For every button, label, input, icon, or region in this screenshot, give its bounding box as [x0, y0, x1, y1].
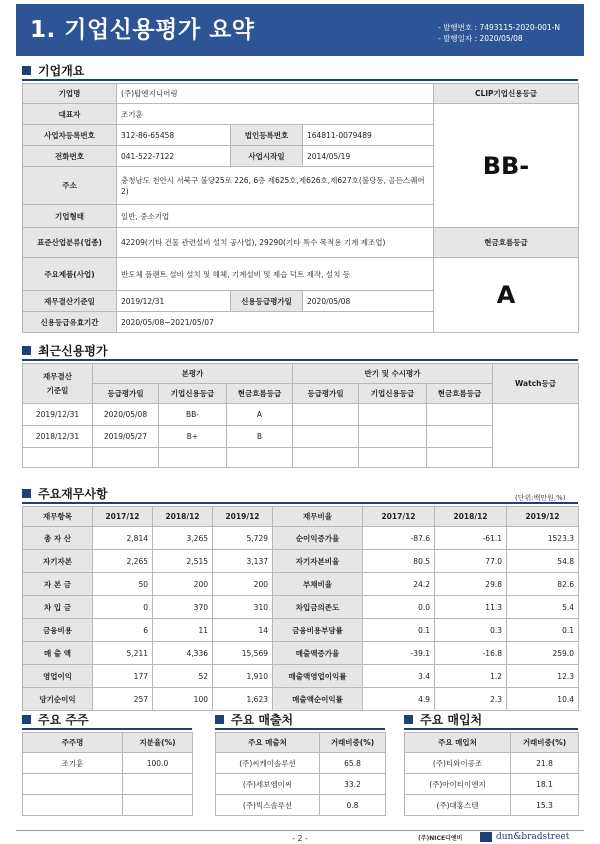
- finance-value: 6: [93, 619, 153, 642]
- customers-table: [215, 732, 386, 816]
- grade-date-value: 2020/05/08: [303, 291, 434, 312]
- finance-value: 177: [93, 665, 153, 688]
- table-row: [23, 573, 579, 596]
- nice-logo: (주)NICE디앤비: [418, 835, 463, 842]
- finance-value: 257: [93, 688, 153, 711]
- ratio-header: 재무비율: [273, 507, 363, 527]
- customer-share: 0.8: [320, 795, 386, 816]
- ratio-value: 29.8: [435, 573, 507, 596]
- ratio-item-label: 매출액증가율: [273, 642, 363, 665]
- recent-rating-table: [22, 363, 579, 468]
- ratio-item-label: 매출액영업이익률: [273, 665, 363, 688]
- credit-grade-cell: BB-: [159, 404, 227, 426]
- empty-cell: [359, 448, 427, 468]
- table-row: [23, 688, 579, 711]
- cash-grade-header: 현금흐름등급: [427, 384, 493, 404]
- section-title-recent: 최근신용평가: [22, 342, 108, 359]
- product-label: 주요제품(사업): [23, 258, 117, 291]
- section-title-finance: 주요재무사항: [22, 485, 108, 502]
- finance-item-label: 금융비용: [23, 619, 93, 642]
- ratio-value: 82.6: [507, 573, 579, 596]
- item-header: 재무항목: [23, 507, 93, 527]
- ratio-value: 1.2: [435, 665, 507, 688]
- finance-item-label: 자기자본: [23, 550, 93, 573]
- ratio-value: -87.6: [363, 527, 435, 550]
- section-rule: [215, 728, 385, 730]
- ratio-item-label: 자기자본비율: [273, 550, 363, 573]
- finance-item-label: 당기순이익: [23, 688, 93, 711]
- watch-grade-cell: [493, 404, 579, 468]
- finance-table: [22, 506, 579, 711]
- table-row: [23, 753, 193, 774]
- dnb-logo: dun&bradstreet: [496, 832, 570, 842]
- table-row: [23, 795, 193, 816]
- finance-value: 50: [93, 573, 153, 596]
- industry-label: 표준산업분류(업종): [23, 228, 117, 258]
- ratio-value: 0.1: [507, 619, 579, 642]
- ceo-value: 조기훈: [117, 104, 434, 125]
- ratio-value: 3.4: [363, 665, 435, 688]
- empty-cell: [23, 774, 123, 795]
- customer-share: 65.8: [320, 753, 386, 774]
- customer-name-header: 주요 매출처: [216, 733, 320, 753]
- empty-cell: [23, 795, 123, 816]
- ratio-value: 1523.3: [507, 527, 579, 550]
- finance-value: 5,211: [93, 642, 153, 665]
- overview-table: [22, 83, 579, 333]
- finance-value: 2,814: [93, 527, 153, 550]
- corp-no-value: 164811-0079489: [303, 125, 434, 146]
- eval-date-cell: 2019/05/27: [93, 426, 159, 448]
- customer-name: (주)빅스솔루션: [216, 795, 320, 816]
- empty-cell: [227, 448, 293, 468]
- finance-value: 370: [153, 596, 213, 619]
- empty-cell: [427, 404, 493, 426]
- finance-item-label: 총 자 산: [23, 527, 93, 550]
- finance-value: 2,265: [93, 550, 153, 573]
- empty-cell: [159, 448, 227, 468]
- share-header: 지분율(%): [123, 733, 193, 753]
- clip-grade-label: CLIP기업신용등급: [434, 84, 579, 104]
- customer-name: (주)씨케이솔루션: [216, 753, 320, 774]
- section-square-icon: [404, 715, 413, 724]
- finance-value: 1,623: [213, 688, 273, 711]
- start-date-value: 2014/05/19: [303, 146, 434, 167]
- empty-cell: [123, 795, 193, 816]
- finance-item-label: 자 본 금: [23, 573, 93, 596]
- supplier-name: (주)티와이공조: [405, 753, 511, 774]
- company-name-label: 기업명: [23, 84, 117, 104]
- finance-value: 100: [153, 688, 213, 711]
- empty-cell: [93, 448, 159, 468]
- table-row: [23, 550, 579, 573]
- fs-date-label: 재무결산기준일: [23, 291, 117, 312]
- finance-value: 1,910: [213, 665, 273, 688]
- phone-value: 041-522-7122: [117, 146, 231, 167]
- grade-date-label: 신용등급평가일: [231, 291, 303, 312]
- finance-value: 3,137: [213, 550, 273, 573]
- supplier-share-header: 거래비중(%): [511, 733, 579, 753]
- empty-cell: [427, 448, 493, 468]
- supplier-name: (주)대홍스텐: [405, 795, 511, 816]
- header-meta: [438, 22, 560, 44]
- fs-date-value: 2019/12/31: [117, 291, 231, 312]
- section-rule: [404, 728, 578, 730]
- section-square-icon: [215, 715, 224, 724]
- finance-item-label: 차 입 금: [23, 596, 93, 619]
- company-type-value: 일반, 중소기업: [117, 205, 434, 228]
- ratio-value: 12.3: [507, 665, 579, 688]
- supplier-name: (주)아이티이엔지: [405, 774, 511, 795]
- supplier-share: 18.1: [511, 774, 579, 795]
- share-value: 100.0: [123, 753, 193, 774]
- finance-value: 3,265: [153, 527, 213, 550]
- valid-period-label: 신용등급유효기간: [23, 312, 117, 333]
- watch-grade-header: Watch등급: [493, 364, 579, 404]
- table-row: [23, 527, 579, 550]
- table-row: [216, 774, 386, 795]
- credit-grade-header: 기업신용등급: [159, 384, 227, 404]
- ratio-value: 24.2: [363, 573, 435, 596]
- eval-date-header: 등급평가일: [93, 384, 159, 404]
- section-rule: [22, 359, 578, 361]
- valid-period-value: 2020/05/08~2021/05/07: [117, 312, 434, 333]
- page-title: 1. 기업신용평가 요약: [30, 17, 255, 43]
- table-row: [216, 795, 386, 816]
- report-number: - 발행번호 : 7493115-2020-001-N: [438, 23, 560, 32]
- ratio-value: 5.4: [507, 596, 579, 619]
- finance-value: 52: [153, 665, 213, 688]
- ratio-item-label: 순이익증가율: [273, 527, 363, 550]
- ratio-value: -16.8: [435, 642, 507, 665]
- main-eval-header: 본평가: [93, 364, 293, 384]
- shareholders-table: [22, 732, 193, 816]
- biz-no-label: 사업자등록번호: [23, 125, 117, 146]
- company-name: (주)탑엔지니어링: [117, 84, 434, 104]
- section-rule: [22, 502, 578, 504]
- nice-dnb-logo-icon: [480, 832, 492, 842]
- finance-value: 4,336: [153, 642, 213, 665]
- credit-grade-cell: B+: [159, 426, 227, 448]
- credit-grade-header: 기업신용등급: [359, 384, 427, 404]
- cash-grade-header: 현금흐름등급: [227, 384, 293, 404]
- eval-date-header: 등급평가일: [293, 384, 359, 404]
- biz-no-value: 312-86-65458: [117, 125, 231, 146]
- table-row: [216, 753, 386, 774]
- company-type-label: 기업형태: [23, 205, 117, 228]
- ratio-value: 259.0: [507, 642, 579, 665]
- year-header: 2019/12: [213, 507, 273, 527]
- finance-value: 15,569: [213, 642, 273, 665]
- section-square-icon: [22, 715, 31, 724]
- year-header: 2018/12: [435, 507, 507, 527]
- shareholder-name-header: 주주명: [23, 733, 123, 753]
- table-row: [23, 404, 579, 426]
- page-header: [16, 4, 584, 56]
- supplier-name-header: 주요 매입처: [405, 733, 511, 753]
- finance-item-label: 영업이익: [23, 665, 93, 688]
- page-number: - 2 -: [292, 834, 308, 843]
- table-row: [405, 753, 579, 774]
- suppliers-table: [404, 732, 579, 816]
- finance-value: 14: [213, 619, 273, 642]
- finance-value: 200: [153, 573, 213, 596]
- ratio-value: 54.8: [507, 550, 579, 573]
- unit-note: (단위:백만원,%): [515, 494, 566, 502]
- table-row: [23, 596, 579, 619]
- finance-item-label: 매 출 액: [23, 642, 93, 665]
- cash-grade-label: 현금흐름등급: [434, 228, 579, 258]
- empty-cell: [293, 448, 359, 468]
- ratio-value: -39.1: [363, 642, 435, 665]
- section-rule: [22, 728, 192, 730]
- ratio-item-label: 부채비율: [273, 573, 363, 596]
- ratio-value: 10.4: [507, 688, 579, 711]
- base-date-cell: 2019/12/31: [23, 404, 93, 426]
- finance-value: 0: [93, 596, 153, 619]
- table-row: [405, 795, 579, 816]
- section-rule: [22, 79, 578, 81]
- empty-cell: [359, 426, 427, 448]
- ratio-value: -61.1: [435, 527, 507, 550]
- ratio-value: 77.0: [435, 550, 507, 573]
- empty-cell: [293, 426, 359, 448]
- eval-date-cell: 2020/05/08: [93, 404, 159, 426]
- half-eval-header: 반기 및 수시평가: [293, 364, 493, 384]
- ratio-item-label: 금융비용부담률: [273, 619, 363, 642]
- table-row: [405, 774, 579, 795]
- section-square-icon: [22, 346, 31, 355]
- empty-cell: [359, 404, 427, 426]
- cash-grade-cell: A: [227, 404, 293, 426]
- industry-value: 42209(기타 건물 관련설비 설치 공사업), 29290(기타 특수 목적용 기계 제조업): [117, 228, 434, 258]
- year-header: 2018/12: [153, 507, 213, 527]
- empty-cell: [23, 448, 93, 468]
- empty-cell: [427, 426, 493, 448]
- cash-grade-cell: B: [227, 426, 293, 448]
- ratio-value: 11.3: [435, 596, 507, 619]
- customer-name: (주)세보엠이씨: [216, 774, 320, 795]
- ratio-item-label: 매출액순이익률: [273, 688, 363, 711]
- ratio-value: 2.3: [435, 688, 507, 711]
- ceo-label: 대표자: [23, 104, 117, 125]
- phone-label: 전화번호: [23, 146, 117, 167]
- customer-share-header: 거래비중(%): [320, 733, 386, 753]
- section-title-suppliers: 주요 매입처: [404, 711, 482, 728]
- finance-value: 310: [213, 596, 273, 619]
- ratio-item-label: 차입금의존도: [273, 596, 363, 619]
- start-date-label: 사업시작일: [231, 146, 303, 167]
- empty-cell: [123, 774, 193, 795]
- supplier-share: 15.3: [511, 795, 579, 816]
- finance-value: 5,729: [213, 527, 273, 550]
- finance-value: 200: [213, 573, 273, 596]
- corp-no-label: 법인등록번호: [231, 125, 303, 146]
- empty-cell: [293, 404, 359, 426]
- finance-table-body: [23, 527, 579, 711]
- ratio-value: 80.5: [363, 550, 435, 573]
- cash-grade-value: A: [434, 258, 579, 333]
- address-value: 충청남도 천안시 서북구 불당25로 226, 6층 제625호,제626호,제627호(불당동, 골든스퀘어2): [117, 167, 434, 205]
- footer-rule: [16, 830, 584, 831]
- year-header: 2017/12: [363, 507, 435, 527]
- address-label: 주소: [23, 167, 117, 205]
- ratio-value: 0.0: [363, 596, 435, 619]
- section-title-overview: 기업개요: [22, 62, 84, 79]
- section-title-shareholders: 주요 주주: [22, 711, 89, 728]
- year-header: 2019/12: [507, 507, 579, 527]
- customer-share: 33.2: [320, 774, 386, 795]
- issue-date: - 발행일자 : 2020/05/08: [438, 34, 523, 43]
- finance-value: 11: [153, 619, 213, 642]
- section-square-icon: [22, 489, 31, 498]
- base-date-cell: 2018/12/31: [23, 426, 93, 448]
- finance-value: 2,515: [153, 550, 213, 573]
- table-row: [23, 642, 579, 665]
- table-row: [23, 665, 579, 688]
- shareholder-name: 조기훈: [23, 753, 123, 774]
- table-row: [23, 774, 193, 795]
- product-value: 반도체 플랜트 설비 설치 및 해체, 기계설비 및 제습 덕트 제작, 설치 등: [117, 258, 434, 291]
- clip-grade-value: BB-: [434, 104, 579, 228]
- section-square-icon: [22, 66, 31, 75]
- table-row: [23, 619, 579, 642]
- ratio-value: 0.1: [363, 619, 435, 642]
- year-header: 2017/12: [93, 507, 153, 527]
- supplier-share: 21.8: [511, 753, 579, 774]
- ratio-value: 4.9: [363, 688, 435, 711]
- ratio-value: 0.3: [435, 619, 507, 642]
- section-title-customers: 주요 매출처: [215, 711, 293, 728]
- base-date-header: 재무결산 기준일: [23, 364, 93, 404]
